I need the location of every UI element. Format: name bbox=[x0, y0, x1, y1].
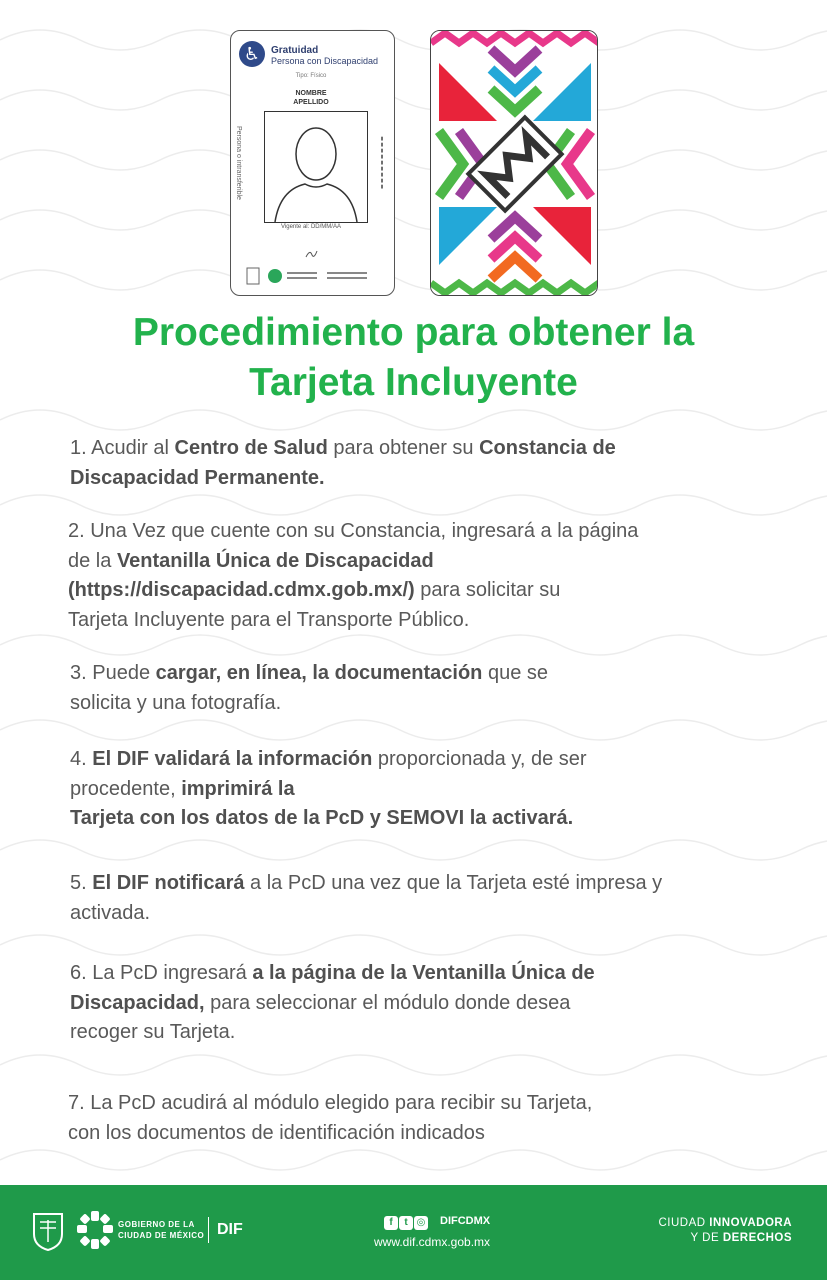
card-logos bbox=[245, 266, 375, 286]
slogan: CIUDAD INNOVADORA Y DE DERECHOS bbox=[658, 1217, 792, 1244]
social-handle: DIFCDMX bbox=[440, 1215, 491, 1227]
metro-pattern-graphic bbox=[431, 31, 598, 296]
page-title: Procedimiento para obtener la Tarjeta Incluyente bbox=[132, 311, 695, 404]
instagram-icon[interactable]: ◎ bbox=[414, 1216, 428, 1230]
card-subtitle: Persona con Discapacidad bbox=[271, 56, 379, 66]
card-type: Tipo: Físico bbox=[295, 73, 327, 79]
card-signature bbox=[231, 249, 391, 261]
card-front-illustration bbox=[230, 30, 395, 296]
website-link[interactable]: www.dif.cdmx.gob.mx bbox=[374, 1235, 491, 1249]
card-back-illustration bbox=[430, 30, 598, 296]
card-validity: Vigente al: DD/MM/AA bbox=[281, 224, 341, 230]
social-icons bbox=[384, 1214, 429, 1232]
footer bbox=[0, 1185, 827, 1280]
step-7: 7. La PcD acudirá al módulo elegido para recibir su Tarjeta, con los documentos de identificación indicados bbox=[68, 1092, 593, 1144]
step-3: 3. Puede cargar, en línea, la documentación que se solicita y una fotografía. bbox=[70, 662, 549, 714]
card-title: Gratuidad bbox=[271, 45, 319, 56]
cdmx-logo-icon bbox=[75, 1209, 115, 1251]
step-4: 4. El DIF validará la información proporcionada y, de ser procedente, imprimirá la Tarjeta con los datos de la PcD y SEMOVI la activará. bbox=[70, 748, 587, 829]
step-5: 5. El DIF notificará a la PcD una vez que la Tarjeta esté impresa y activada. bbox=[70, 872, 663, 924]
wheelchair-icon: ♿ bbox=[239, 41, 265, 67]
signature-icon bbox=[304, 249, 318, 259]
card-serial: ▮▮▮▮▮▮▮▮▮ bbox=[379, 136, 385, 190]
photo-silhouette-icon bbox=[264, 111, 368, 223]
dif-label: DIF bbox=[217, 1221, 243, 1238]
card-vertical-text: Persona o intransferible bbox=[235, 126, 242, 200]
twitter-icon[interactable]: t bbox=[399, 1216, 413, 1230]
step-2: 2. Una Vez que cuente con su Constancia, ingresará a la página de la Ventanilla Única de Discapacidad (https://discapacidad.cdmx.gob.mx/) para solicitar su Tarjeta Incluyente para el Transporte Público. bbox=[68, 520, 639, 631]
coat-of-arms-icon bbox=[32, 1212, 64, 1252]
step-6: 6. La PcD ingresará a la página de la Ventanilla Única de Discapacidad, para seleccionar el módulo donde desea recoger su Tarjeta. bbox=[70, 962, 595, 1043]
footer-divider bbox=[208, 1217, 209, 1243]
card-name: NOMBRE APELLIDO bbox=[293, 90, 329, 106]
facebook-icon[interactable]: f bbox=[384, 1216, 398, 1230]
gobierno-cdmx-label: GOBIERNO DE LA CIUDAD DE MÉXICO bbox=[118, 1220, 205, 1240]
step-1: 1. Acudir al Centro de Salud para obtener su Constancia de Discapacidad Permanente. bbox=[70, 437, 616, 489]
